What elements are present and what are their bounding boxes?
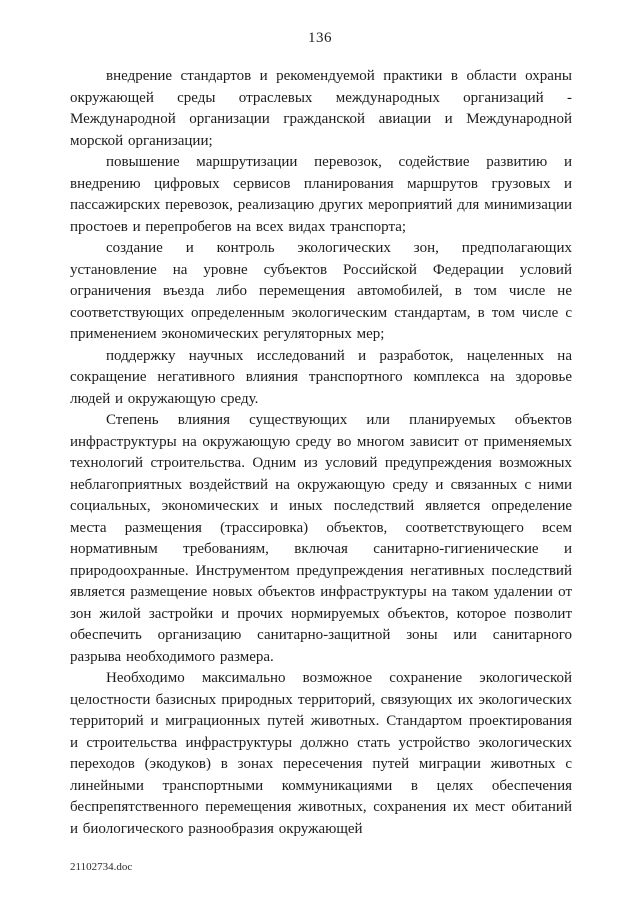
paragraph: Степень влияния существующих или планируемых объектов инфраструктуры на окружающую среду во многом зависит от применяемых технологий строительства. Одним из условий предупреждения возможных неблагоприятных воздействий на окружающую среду и связанных с ними социальных, экономических и иных последствий является определение места размещения (трассировка) объектов, соответствующего всем нормативным требованиям, включая санитарно-гигиенические и природоохранные. Инструментом предупреждения негативных последствий является размещение новых объектов инфраструктуры на таком удалении от зон жилой застройки и прочих нормируемых объектов, которое позволит обеспечить организацию санитарно-защитной зоны или санитарного разрыва необходимого размера.	[70, 412, 572, 665]
document-body	[70, 66, 572, 840]
page-number: 136	[308, 30, 332, 46]
paragraph: создание и контроль экологических зон, предполагающих установление на уровне субъектов Российской Федерации условий ограничения въезда либо перемещения автомобилей, в том числе не соответствующих определенным экологическим стандартам, в том числе с применением экономических регуляторных мер;	[70, 240, 572, 342]
paragraph: поддержку научных исследований и разработок, нацеленных на сокращение негативного влияния транспортного комплекса на здоровье людей и окружающую среду.	[70, 347, 572, 407]
paragraph: внедрение стандартов и рекомендуемой практики в области охраны окружающей среды отраслевых международных организаций - Международной организации гражданской авиации и Международной морской организации;	[70, 68, 572, 149]
footer-filename: 21102734.doc	[70, 861, 133, 873]
paragraph: повышение маршрутизации перевозок, содействие развитию и внедрению цифровых сервисов планирования маршрутов грузовых и пассажирских перевозок, реализацию других мероприятий для минимизации простоев и перепробегов на всех видах транспорта;	[70, 154, 572, 235]
paragraph: Необходимо максимально возможное сохранение экологической целостности базисных природных территорий, связующих их экологических территорий и миграционных путей животных. Стандартом проектирования и строительства инфраструктуры должно стать устройство экологических переходов (экодуков) в зонах пересечения путей миграции животных с линейными транспортными коммуникациями в целях обеспечения беспрепятственного перемещения животных, сохранения их мест обитаний и биологического разнообразия окружающей	[70, 670, 572, 837]
